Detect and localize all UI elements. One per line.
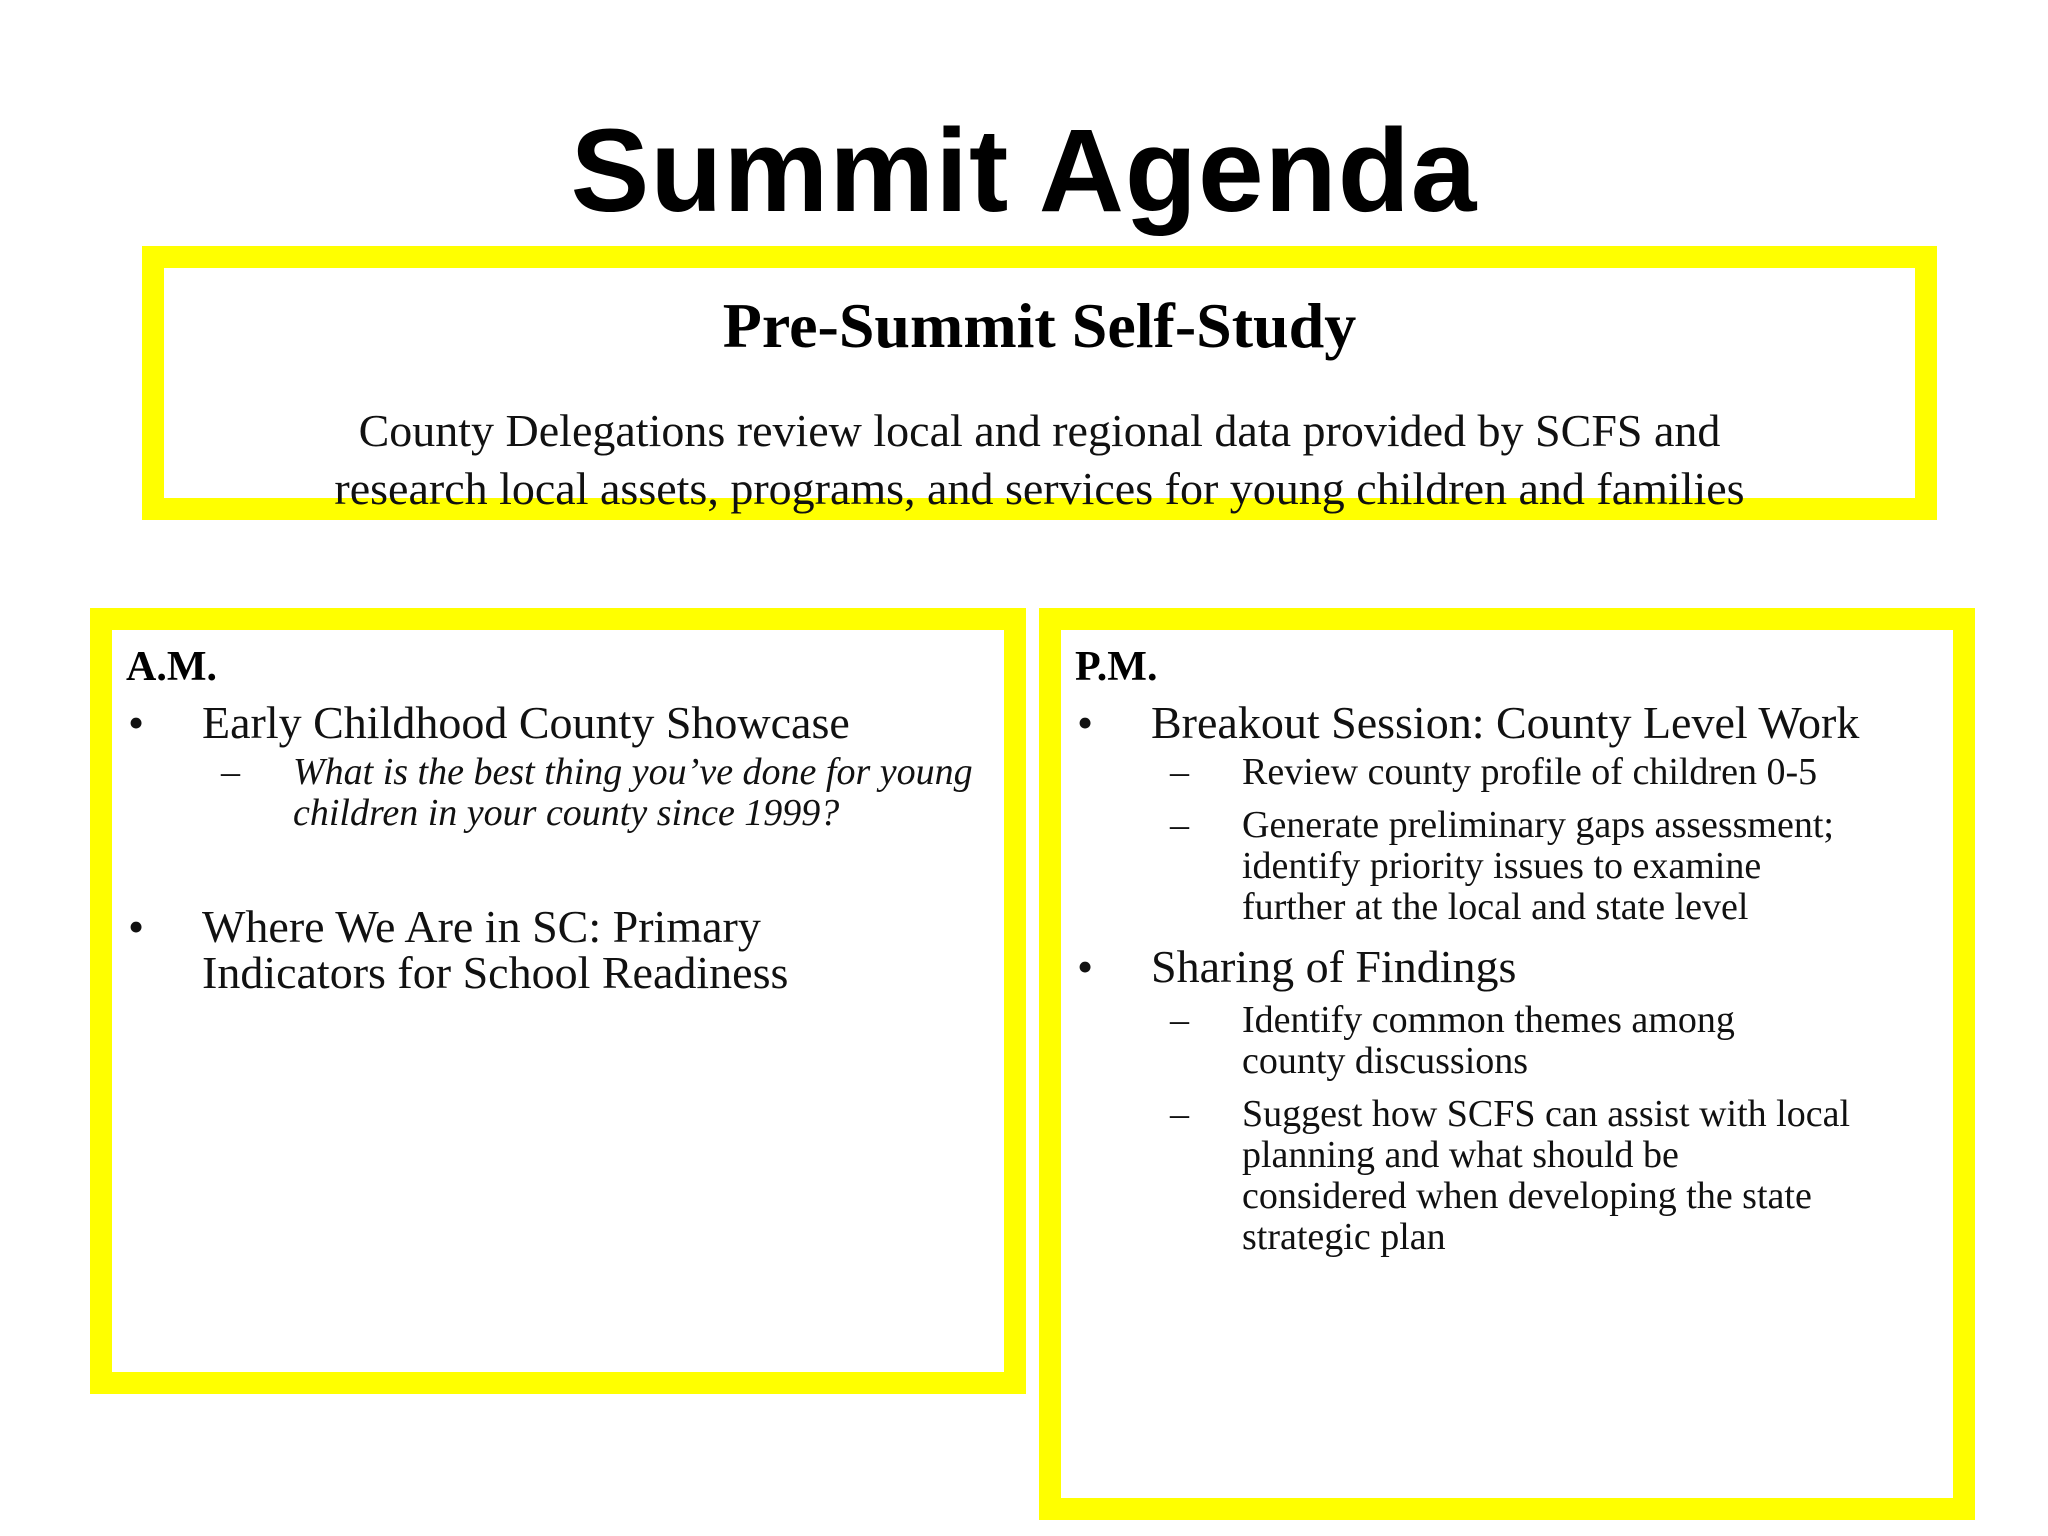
pm-subitem-common-themes: [1075, 1000, 1945, 1082]
am-subitem-best-thing: [126, 752, 996, 834]
pm-item-sharing-text: Sharing of Findings: [1151, 941, 1517, 992]
pm-content: [1075, 640, 1945, 1258]
bullet-icon: •: [1077, 697, 1094, 748]
dash-icon: –: [1170, 751, 1189, 793]
pm-item-sharing: [1075, 941, 1945, 992]
am-item-showcase-text: Early Childhood County Showcase: [202, 697, 850, 748]
pm-item-breakout-text: Breakout Session: County Level Work: [1151, 697, 1860, 748]
pm-subitem-assist-line-2: planning and what should be: [1242, 1134, 1679, 1176]
am-box: [90, 608, 1026, 1394]
pm-subitem-themes-line-1: Identify common themes among: [1242, 999, 1735, 1041]
slide-title: Summit Agenda: [570, 105, 1478, 237]
pm-subitem-review-profile: [1075, 752, 1945, 793]
am-content: [126, 640, 996, 996]
am-item-showcase: [126, 697, 996, 748]
pm-subitem-gaps-assessment: [1075, 805, 1945, 928]
pm-subitem-assist-line-3: considered when developing the state: [1242, 1175, 1812, 1217]
pm-item-breakout: [1075, 697, 1945, 748]
dash-icon: –: [221, 751, 240, 793]
pm-box: [1039, 608, 1975, 1520]
pm-subitem-review-profile-text: Review county profile of children 0-5: [1242, 751, 1818, 793]
am-item-where-we-are: [126, 901, 996, 998]
pm-heading: P.M.: [1075, 644, 1158, 690]
bullet-icon: •: [128, 901, 145, 952]
pre-summit-heading: Pre-Summit Self-Study: [722, 290, 1357, 361]
pm-subitem-scfs-assist: [1075, 1094, 1945, 1258]
pre-summit-box: [142, 246, 1937, 520]
bullet-icon: •: [128, 697, 145, 748]
pre-summit-line-1: County Delegations review local and regional data provided by SCFS and: [358, 405, 1721, 456]
am-heading: A.M.: [126, 644, 217, 690]
pre-summit-line-2: research local assets, programs, and services for young children and families: [334, 463, 1745, 514]
bullet-icon: •: [1077, 941, 1094, 992]
dash-icon: –: [1170, 804, 1189, 846]
am-item-where-we-are-line-1: Where We Are in SC: Primary: [202, 901, 761, 952]
pm-subitem-assist-line-4: strategic plan: [1242, 1216, 1446, 1258]
am-subitem-best-thing-line-1: What is the best thing you’ve done for young: [293, 751, 973, 793]
am-subitem-best-thing-line-2: children in your county since 1999?: [293, 792, 840, 834]
dash-icon: –: [1170, 999, 1189, 1041]
pm-subitem-gaps-line-2: identify priority issues to examine: [1242, 845, 1762, 887]
pre-summit-description: [184, 402, 1895, 518]
pm-subitem-gaps-line-3: further at the local and state level: [1242, 886, 1749, 928]
pm-subitem-assist-line-1: Suggest how SCFS can assist with local: [1242, 1093, 1851, 1135]
pm-subitem-gaps-line-1: Generate preliminary gaps assessment;: [1242, 804, 1834, 846]
dash-icon: –: [1170, 1093, 1189, 1135]
pm-subitem-themes-line-2: county discussions: [1242, 1040, 1529, 1082]
am-item-where-we-are-line-2: Indicators for School Readiness: [202, 947, 789, 998]
